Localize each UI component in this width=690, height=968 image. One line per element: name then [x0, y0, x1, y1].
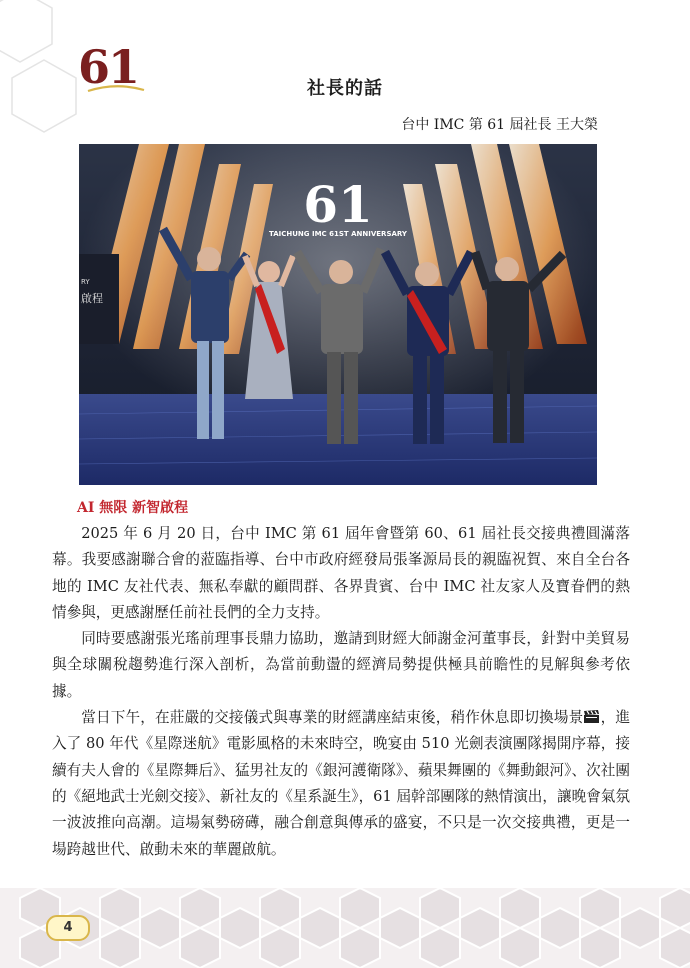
paragraph-1: 2025 年 6 月 20 日，台中 IMC 第 61 屆年會暨第 60、61 屆社長交接典禮圓滿落幕。我要感謝聯合會的蒞臨指導、台中市政府經發局張峯源局長的親臨祝賀、來自全台各地的 IMC 友社代表、無私奉獻的顧問群、各界貴賓、台中 IMC 社友家人及寶眷們的熱情參與，更感謝歷任前社長們的全力支持。 — [52, 525, 630, 621]
paragraph-2: 同時要感謝張光瑤前理事長鼎力協助，邀請到財經大師謝金河董事長，針對中美貿易與全球關稅趨勢進行深入剖析，為當前動盪的經濟局勢提供極具前瞻性的見解與參考依據。 — [52, 630, 630, 700]
page-title: 社長的話 — [307, 78, 383, 99]
author-line: 台中 IMC 第 61 屆社長 王大榮 — [401, 117, 598, 133]
article-body — [52, 521, 630, 863]
left-banner-text: RY — [81, 278, 90, 286]
paragraph-3-part-1: 當日下午，在莊嚴的交接儀式與專業的財經講座結束後，稍作休息即切換場景 — [81, 709, 584, 727]
page-number: 4 — [46, 915, 90, 941]
ceremony-photo — [79, 144, 597, 485]
logo-number: 61 — [78, 40, 139, 94]
paragraph-3 — [52, 705, 630, 863]
banner-61-text: 61 — [303, 175, 373, 234]
clapperboard-icon — [583, 710, 600, 724]
paragraph-3-part-2: ，進入了 80 年代《星際迷航》電影風格的未來時空，晚宴由 510 光劍表演團隊揭開序幕，接續有夫人會的《星際舞后》、猛男社友的《銀河護衛隊》、蘋果舞團的《舞動銀河》、次社團的《絕地武士光劍交接》、新社友的《星系誕生》，61 屆幹部團隊的熱情演出，讓晚會氣氛一波波推向高潮。這場氣勢磅礡，融合創意與傳承的盛宴，不只是一次交接典禮，更是一場跨越世代、啟動未來的華麗啟航。 — [52, 709, 630, 858]
ceremony-photo-illustration — [79, 144, 597, 485]
section-heading: AI 無限 新智啟程 — [77, 500, 189, 516]
left-banner-text2: 啟程 — [81, 292, 103, 305]
banner-caption: TAICHUNG IMC 61ST ANNIVERSARY — [269, 230, 407, 238]
hexagon-decoration-footer — [0, 888, 690, 968]
